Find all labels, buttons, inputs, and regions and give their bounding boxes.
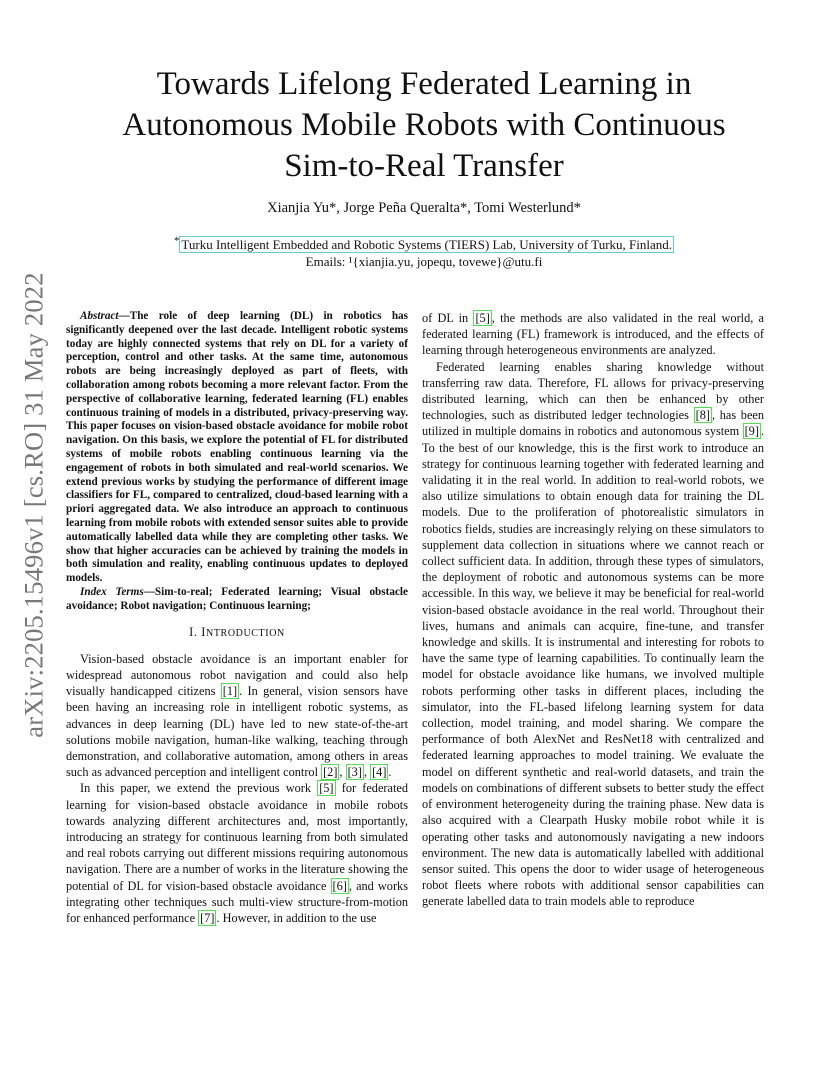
affiliation-block <box>60 233 788 270</box>
abstract-text: The role of deep learning (DL) in robotics has significantly deepened over the last decade. Intelligent robotic systems today are highly connected systems that rely on DL for a variety of perception, control and other tasks. At the same time, autonomous robots are being increasingly deployed as part of fleets, with collaboration among robots becoming a more relevant factor. From the perspective of collaborative learning, federated learning (FL) enables continuous training of models in a distributed, privacy-preserving way. This paper focuses on vision-based obstacle avoidance for mobile robot navigation. On this basis, we explore the potential of FL for distributed systems of mobile robots enabling continuous learning via the engagement of robots in both simulated and real-world scenarios. We extend previous works by studying the performance of different image classifiers for FL, compared to centralized, cloud-based learning with a priori aggregated data. We also introduce an approach to continuous learning from mobile robots with extended sensor suites able to provide automatically labelled data while they are completing other tasks. We show that higher accuracies can be achieved by training the models in both simulation and reality, enabling continuous updates to deployed models. <box>66 310 408 585</box>
index-terms-label: Index Terms <box>80 585 144 598</box>
title-line: Sim-to-Real Transfer <box>284 148 564 184</box>
abstract-label: Abstract <box>80 310 119 322</box>
arxiv-identifier: arXiv:2205.15496v1 [cs.RO] 31 May 2022 <box>18 272 49 738</box>
paragraph-text: . To the best of our knowledge, this is the first work to introduce an strategy for continuous learning together with federated learning and validating it in the real world. In addition to real-world robots, we also utilize simulations to obtain enough data for training the DL models. Due to the proliferation of photorealistic simulators in robotics fields, studies are increasingly relying on these simulators to supplement data collection in situations where we cannot reach or collect sufficient data. In addition, through these types of simulators, the deployment of robotic and autonomous systems can be more accessible. In this way, we believe it may be beneficial for real-world vision-based obstacle avoidance in the real world. Throughout their lives, humans and animals can acquire, fine-tune, and transfer knowledge and skills. It is instrumental and interesting for robots to have the same type of learning capabilities. To continually learn the model for obstacle avoidance like humans, we involved multiple robots performing other tasks in different places, including the simulator, into the FL-based lifelong learning system for data collection, model training, and model sharing. We compare the performance of both AlexNet and ResNet18 with centralized and federated learning approaches to model training. We evaluate the model on different synthetic and real-world datasets, and train the models on combinations of different subsets to better study the effect of environment heterogeneity during the training phase. New data is also acquired with a Clearpath Husky mobile robot while it is operating other tasks and autonomously navigating a new indoors environment. The new data is automatically labelled with additional sensor suited. This opens the door to wider usage of heterogeneous robot fleets where robots with additional sensor capabilities can generate labelled data to train models able to reproduce <box>422 424 764 909</box>
paragraph-text: . However, in addition to the use <box>216 910 377 925</box>
section-title-rest: NTRODUCTION <box>206 627 285 639</box>
citation-link[interactable]: [7] <box>200 910 215 925</box>
author-list: Xianjia Yu*, Jorge Peña Queralta*, Tomi Westerlund* <box>267 200 581 216</box>
left-body-text <box>66 651 408 926</box>
paragraph-text: , <box>339 765 346 780</box>
arxiv-sidebar <box>14 270 54 740</box>
paragraph-text: . <box>388 765 392 780</box>
paragraph-text: In this paper, we extend the previous work <box>80 781 318 796</box>
paragraph-text: , the methods are also validated in the real world, a federated learning (FL) framework is introduced, and the effects of learning through heterogeneous environments are analyzed. <box>422 311 765 358</box>
paragraph-text: Vision-based obstacle avoidance is an important enabler for widespread autonomous robot navigation and could also help visually handicapped citizens <box>66 651 408 699</box>
paragraph-text: , and works integrating other techniques such multi-view structure-from-motion for enhanced performance <box>66 878 408 925</box>
citation-link[interactable]: [3] <box>347 765 362 780</box>
right-column <box>422 310 764 910</box>
citation-link[interactable]: [1] <box>222 684 238 699</box>
section-title-first: I <box>201 624 207 639</box>
right-body-text <box>422 310 764 910</box>
section-number: I. <box>189 624 198 639</box>
affiliation-link[interactable]: Turku Intelligent Embedded and Robotic Systems (TIERS) Lab, University of Turku, Finland. <box>181 237 673 253</box>
citation-link[interactable]: [2] <box>323 765 338 780</box>
paragraph-text: , has been utilized in multiple domains in robotics and autonomous system <box>422 408 765 439</box>
title-line: Autonomous Mobile Robots with Continuous <box>122 107 726 143</box>
body-paragraph <box>66 651 408 781</box>
body-paragraph <box>66 780 408 926</box>
citation-link[interactable]: [9] <box>744 424 759 439</box>
citation-link[interactable]: [5] <box>475 311 490 325</box>
left-column <box>66 310 408 926</box>
affiliation-mark: * <box>173 235 180 247</box>
paper-title <box>60 64 788 187</box>
citation-link[interactable]: [6] <box>332 878 347 893</box>
citation-link[interactable]: [4] <box>372 765 387 780</box>
index-terms: Sim-to-real; Federated learning; Visual obstacle avoidance; Robot navigation; Continuous learning; <box>66 585 408 612</box>
paragraph-text: of DL in <box>422 311 474 325</box>
email-line: Emails: ¹{xianjia.yu, jopequ, tovewe}@utu.fi <box>305 254 543 270</box>
citation-link[interactable]: [8] <box>695 408 710 423</box>
title-line: Towards Lifelong Federated Learning in <box>156 66 692 102</box>
body-paragraph <box>422 310 764 359</box>
citation-link[interactable]: [5] <box>319 781 334 796</box>
paragraph-text: Federated learning enables sharing knowledge without transferring raw data. Therefore, FL allows for privacy-preserving distributed learning, which can then be enhanced by other technologies, such as distributed ledger technologies <box>422 359 764 423</box>
paragraph-text: . In general, vision sensors have been having an increasing role in intelligent robotic systems, as advances in deep learning (DL) have led to new state-of-the-art solutions mobile navigation, human-like walking, teaching through demonstration, and collaborative automation, among others in areas such as advanced perception and intelligent control <box>66 684 408 780</box>
paragraph-text: for federated learning for vision-based obstacle avoidance in mobile robots towards analyzing different architectures and, most importantly, introducing an strategy for continuous learning from both simulated and real robots carrying out different missions requiring autonomous navigation. There are a number of works in the literature showing the potential of DL for vision-based obstacle avoidance <box>66 781 408 893</box>
abstract: Abstract—The role of deep learning (DL) in robotics has significantly deepened over the last decade. Intelligent robotic systems today are highly connected systems that rely on DL for a variety of perception, control and other tasks. At the same time, autonomous robots are being increasingly deployed as part of fleets, with collaboration among robots becoming a more relevant factor. From the perspective of collaborative learning, federated learning (FL) enables continuous training of models in a distributed, privacy-preserving way. This paper focuses on vision-based obstacle avoidance for mobile robot navigation. On this basis, we explore the potential of FL for distributed systems of mobile robots enabling continuous learning via the engagement of robots in both simulated and real-world scenarios. We extend previous works by studying the performance of different image classifiers for FL, compared to centralized, cloud-based learning with a priori aggregated data. We also introduce an approach to continuous learning from mobile robots with extended sensor suites able to provide automatically labelled data while they are completing other tasks. We show that higher accuracies can be achieved by training the models in both simulation and reality, enabling continuous updates to deployed models. Index Terms—Sim-to-real; Federated learning; Visual obstacle avoidance; Robot navigation; Continuous learning; <box>66 310 408 612</box>
body-paragraph <box>422 359 764 910</box>
paragraph-text: , <box>363 765 371 780</box>
section-heading <box>66 624 408 642</box>
